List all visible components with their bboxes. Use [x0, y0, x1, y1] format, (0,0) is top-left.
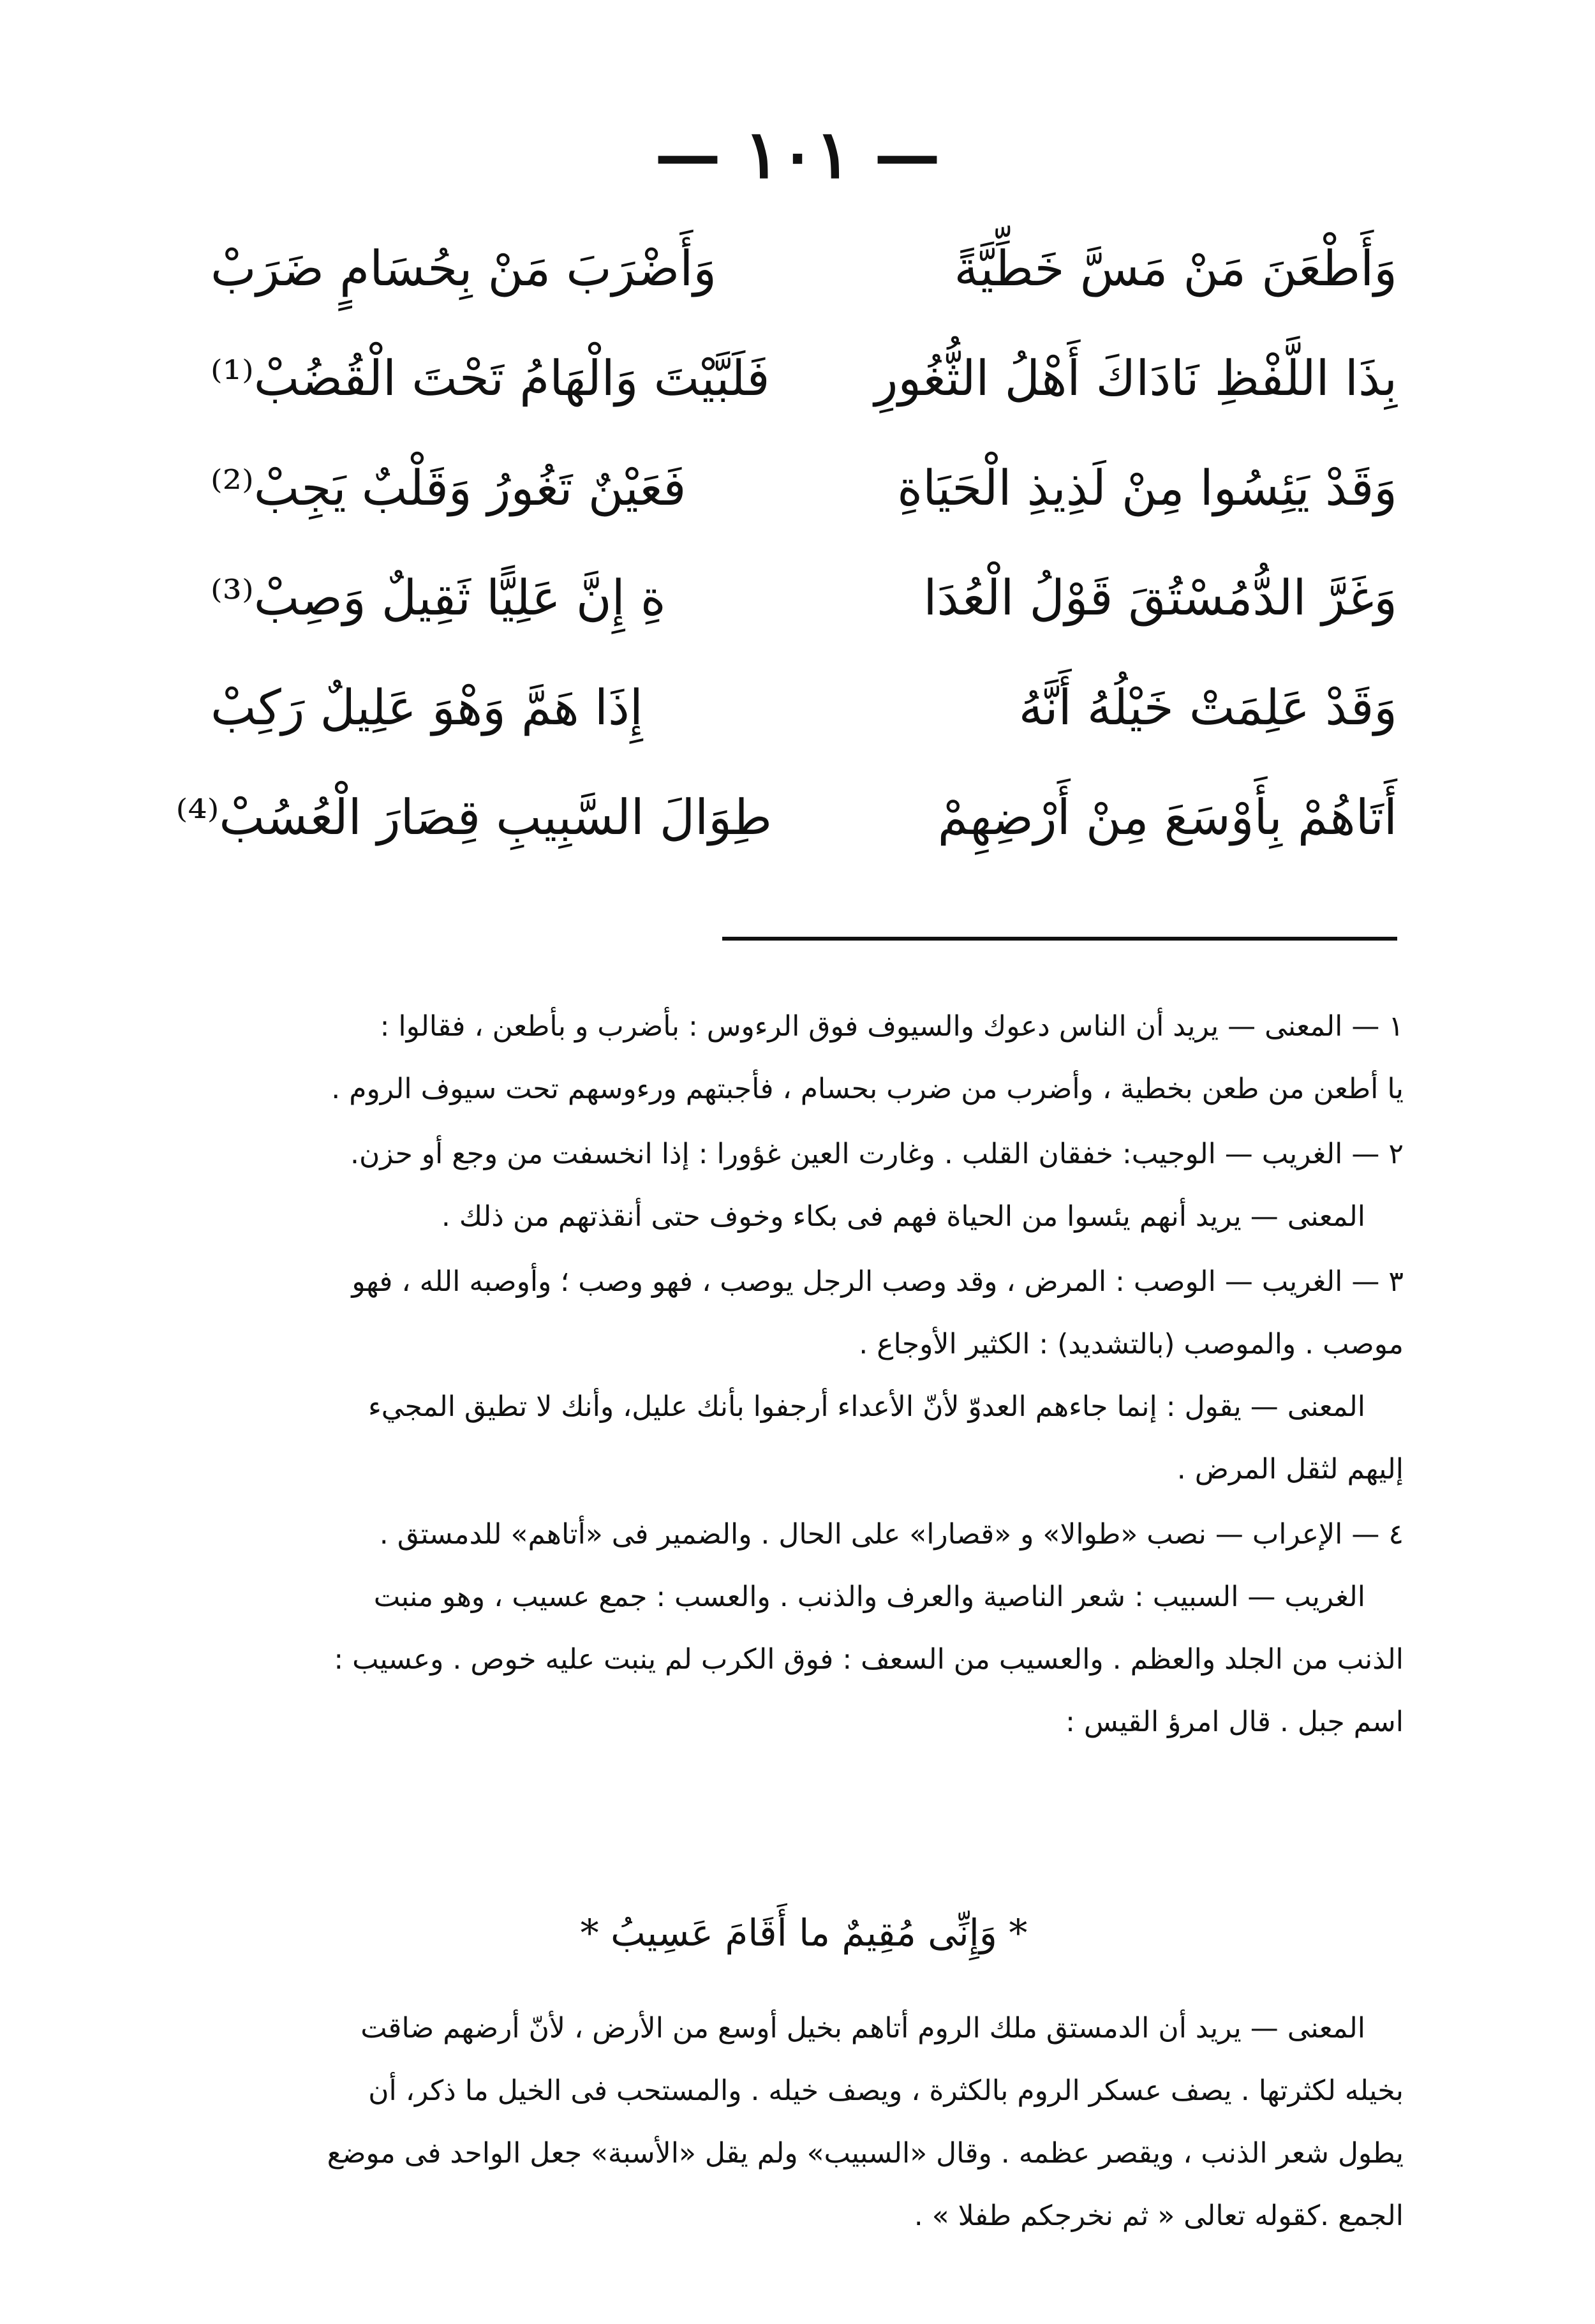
final-note: [204, 1997, 1404, 2247]
verse-row: [211, 543, 1397, 653]
page-number: — ١٠١ —: [654, 115, 940, 193]
verse-first-hemistich: وَقَدْ يَئِسُوا مِنْ لَذِيذِ الْحَيَاةِ: [897, 459, 1397, 517]
footnote-line: المعنى — يقول : إنما جاءهم العدوّ لأنّ الأعداء أرجفوا بأنك عليل، وأنك لا تطيق المجيء: [368, 1390, 1365, 1423]
verse-row: [211, 433, 1397, 543]
verse-first-hemistich: وَقَدْ عَلِمَتْ خَيْلُهُ أَنَّهُ: [1018, 679, 1397, 736]
footnote-line: ٢ — الغريب — الوجيب: خفقان القلب . وغارت العين غؤورا : إذا انخسفت من وجع أو حزن.: [350, 1138, 1404, 1170]
verse-row: [211, 214, 1397, 324]
footnote-line: المعنى — يريد أنهم يئسوا من الحياة فهم فى بكاء وخوف حتى أنقذتهم من ذلك .: [441, 1200, 1365, 1233]
verse-second-hemistich: إِذَا هَمَّ وَهْوَ عَلِيلٌ رَكِبْ: [211, 679, 643, 736]
verse-second-hemistich: طِوَالَ السَّبِيبِ قِصَارَ الْعُسُبْ⁽⁴⁾: [175, 789, 772, 846]
footnote-line: الغريب — السبيب : شعر الناصية والعرف والذنب . والعسب : جمع عسيب ، وهو منبت: [373, 1581, 1365, 1613]
footnotes: [204, 995, 1404, 1756]
quoted-verse: * وَإِنِّى مُقِيمٌ ما أَقَامَ عَسِيبُ *: [580, 1911, 1028, 1955]
footnote-line: المعنى — يريد أن الدمستق ملك الروم أتاهم بخيل أوسع من الأرض ، لأنّ أرضهم ضاقت: [360, 2012, 1365, 2045]
footnote-4: [204, 1503, 1404, 1754]
footnote-line: يا أطعن من طعن بخطية ، وأضرب من ضرب بحسام ، فأجبتهم ورءوسهم تحت سيوف الروم .: [331, 1073, 1404, 1105]
footnote-3: [204, 1251, 1404, 1501]
verse-row: [211, 324, 1397, 433]
footnote-1: [204, 995, 1404, 1121]
poem: [175, 214, 1397, 872]
verse-second-hemistich: وَأَضْرَبَ مَنْ بِحُسَامٍ ضَرَبْ: [211, 240, 717, 297]
footnote-line: يطول شعر الذنب ، ويقصر عظمه . وقال «السبيب» ولم يقل «الأسبة» جعل الواحد فى موضع: [327, 2137, 1404, 2170]
verse-first-hemistich: بِذَا اللَّفْظِ نَادَاكَ أَهْلُ الثُّغُورِ: [874, 350, 1397, 407]
verse-first-hemistich: أَتَاهُمْ بِأَوْسَعَ مِنْ أَرْضِهِمْ: [937, 789, 1397, 846]
footnote-line: إليهم لثقل المرض .: [1176, 1453, 1404, 1486]
footnote-line: ٣ — الغريب — الوصب : المرض ، وقد وصب الرجل يوصب ، فهو وصب ؛ وأوصبه الله ، فهو: [352, 1265, 1404, 1298]
verse-second-hemistich: فَلَبَّيْتَ وَالْهَامُ تَحْتَ الْقُضُبْ⁽¹⁾: [211, 350, 770, 407]
footnote-line: ١ — المعنى — يريد أن الناس دعوك والسيوف فوق الرءوس : بأضرب و بأطعن ، فقالوا :: [380, 1010, 1404, 1043]
verse-second-hemistich: فَعَيْنٌ تَغُورُ وَقَلْبٌ يَجِبْ⁽²⁾: [211, 459, 686, 517]
footnote-separator: [722, 937, 1397, 941]
footnote-line: الجمع .كقوله تعالى « ثم نخرجكم طفلا » .: [914, 2200, 1404, 2232]
verse-row: [211, 653, 1397, 763]
footnote-2: [204, 1123, 1404, 1248]
verse-first-hemistich: وَغَرَّ الدُّمُسْتُقَ قَوْلُ الْعُدَا: [923, 569, 1397, 627]
footnote-line: اسم جبل . قال امرؤ القيس :: [1065, 1706, 1404, 1738]
footnote-line: بخيله لكثرتها . يصف عسكر الروم بالكثرة ، ويصف خيله . والمستحب فى الخيل ما ذكر، أن: [368, 2074, 1404, 2107]
footnote-line: ٤ — الإعراب — نصب «طوالا» و «قصارا» على الحال . والضمير فى «أتاهم» للدمستق .: [379, 1518, 1404, 1551]
verse-row: [175, 763, 1397, 872]
verse-second-hemistich: ةِ إِنَّ عَلِيًّا ثَقِيلٌ وَصِبْ⁽³⁾: [211, 569, 666, 627]
footnote-line: الذنب من الجلد والعظم . والعسيب من السعف : فوق الكرب لم ينبت عليه خوص . وعسيب :: [334, 1643, 1404, 1676]
footnote-line: موصب . والموصب (بالتشديد) : الكثير الأوجاع .: [859, 1328, 1404, 1360]
verse-first-hemistich: وَأَطْعَنَ مَنْ مَسَّ خَطِّيَّةً: [954, 240, 1397, 297]
